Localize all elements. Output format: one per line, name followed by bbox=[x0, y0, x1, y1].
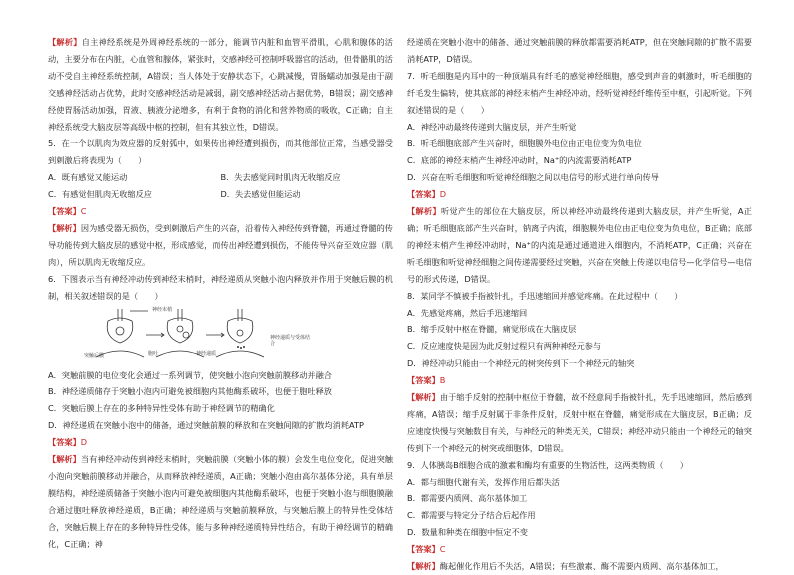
option-b: B．听毛细胞底部产生兴奋时，细胞膜外电位由正电位变为负电位 bbox=[407, 138, 642, 149]
answer-value: C bbox=[439, 544, 446, 555]
answer-value: D bbox=[80, 437, 88, 448]
analysis-tag: 【解析】 bbox=[48, 37, 82, 47]
option-b: B．都需要内质网、高尔基体加工 bbox=[407, 493, 528, 504]
analysis-continuation: 经递质在突触小泡中的储备、通过突触前膜的释放都需要消耗ATP，但在突触间隙的扩散不需要消耗ATP，D错误。 bbox=[407, 37, 752, 64]
option-a: A．既有感觉又能运动 bbox=[48, 172, 128, 183]
question-8-stem: 8．某同学不慎被手指被针扎，手迅速缩回并感觉疼痛。在此过程中（ ） bbox=[407, 290, 683, 301]
answer-value: D bbox=[439, 189, 447, 200]
option-c: C．底部的神经末梢产生神经冲动时，Na⁺的内流需要消耗ATP bbox=[407, 155, 632, 166]
option-d: D．数量和种类在细胞中恒定不变 bbox=[407, 527, 528, 538]
option-c: C．突触后膜上存在的多种特异性受体有助于神经调节的精确化 bbox=[48, 403, 275, 414]
option-a: A．都与细胞代谢有关，发挥作用后都失活 bbox=[407, 476, 560, 487]
option-a: A．神经冲动最终传递到大脑皮层，并产生听觉 bbox=[407, 121, 577, 132]
option-c: C．有感觉但肌肉无收缩反应 bbox=[48, 189, 152, 200]
option-d: D．兴奋在听毛细胞和听觉神经细胞之间以电信号的形式进行单向传导 bbox=[407, 172, 659, 183]
question-5-options-row-2 bbox=[48, 186, 393, 203]
question-6-stem: 6．下图表示当有神经冲动传到神经末梢时，神经递质从突触小泡内释放并作用于突触后膜的机制，相关叙述错误的是（ ） bbox=[48, 273, 393, 301]
answer-value: C bbox=[80, 206, 87, 217]
question-7-stem: 7．听毛细胞是内耳中的一种顶端具有纤毛的感觉神经细胞，感受到声音的刺激时，听毛细胞的纤毛发生偏转，使其底部的神经末梢产生神经冲动，经听觉神经纤维传至中枢，引起听觉。下列叙述错误的是（ ） bbox=[407, 70, 752, 115]
option-a: A．先感觉疼痛，然后手迅速缩回 bbox=[407, 307, 528, 318]
option-a: A．突触前膜的电位变化会通过一系列调节，使突触小泡向突触前膜移动并融合 bbox=[48, 369, 332, 380]
answer-line: 【答案】D bbox=[407, 189, 447, 200]
analysis-paragraph: 【解析】酶起催化作用后不失活，A错误；有些激素、酶不需要内质网、高尔基体加工， bbox=[407, 561, 724, 572]
right-column bbox=[407, 34, 752, 575]
option-c: C．都需要与特定分子结合后起作用 bbox=[407, 510, 536, 521]
label-exocytosis: 胞吐 bbox=[148, 350, 159, 357]
option-b: B．失去感觉同时肌肉无收缩反应 bbox=[220, 172, 341, 183]
label-nerve-ending: 神经末梢 bbox=[152, 306, 173, 313]
answer-line: 【答案】C bbox=[48, 206, 87, 217]
left-column bbox=[48, 34, 393, 552]
option-b: B．神经递质储存于突触小泡内可避免被细胞内其他酶系破坏，也便于胞吐释放 bbox=[48, 386, 332, 397]
question-5-options-row-1 bbox=[48, 169, 393, 186]
analysis-paragraph: 【解析】当有神经冲动传到神经末梢时，突触前膜（突触小体的膜）会发生电位变化，促进突触小泡向突触前膜移动并融合，从而释放神经递质，A正确；突触小泡由高尔基体分泌，具有单层膜结构，神经递质储备于突触小泡内可避免被细胞内其他酶系破坏，也便于突触小泡与细胞膜融合通过胞吐释放神经递质，B正确；神经递质与突触前膜释放，与突触后膜上的特异性受体结合，突触后膜上存在的多种特异性受体，能与多种神经递质特异性结合，有助于神经调节的精确化，C正确；神 bbox=[48, 454, 393, 549]
analysis-paragraph: 【解析】自主神经系统是外周神经系统的一部分，能调节内脏和血管平滑肌，心肌和腺体的活动，主要分布在内脏，心血管和腺体，紧张时，交感神经可控制呼吸器官的活动，但骨骼肌的活动不受自主神经系统控制，A错误；当人体处于安静状态下，心跳减慢，胃肠蠕动加强是由于副交感神经活动占优势，此时交感神经活动是减弱，副交感神经活动占据优势，B错误；副交感神经使胃肠活动加强，胃液、胰液分泌增多，有利于食物的消化和营养物质的吸收，C正确；自主神经系统受大脑皮层等高级中枢的控制，但有其独立性，D错误。 bbox=[48, 37, 393, 132]
label-neurotransmitter: 神经递质 bbox=[196, 350, 217, 357]
option-b: B．缩手反射中枢在脊髓，痛觉形成在大脑皮层 bbox=[407, 324, 577, 335]
analysis-paragraph: 【解析】听觉产生的部位在大脑皮层，所以神经冲动最终传递到大脑皮层，并产生听觉，A正确；听毛细胞底部产生兴奋时，钠离子内流，细胞膜外电位由正电位变为负电位，B正确；底部的神经末梢产生神经冲动时，Na⁺的内流是通过通道进入细胞内，不消耗ATP，C正确；兴奋在听毛细胞和听觉神经细胞之间传递需要经过突触，兴奋在突触上传递以电信号—化学信号—电信号的形式传递，D错误。 bbox=[407, 206, 752, 284]
label-receptor-binding: 神经递质与受体结合 bbox=[270, 334, 311, 347]
question-9-stem: 9．人体胰岛B细胞合成的激素和酶均有重要的生物活性，这两类物质（ ） bbox=[407, 459, 689, 470]
option-d: D．神经冲动只能由一个神经元的树突传到下一个神经元的轴突 bbox=[407, 358, 635, 369]
answer-line: 【答案】D bbox=[48, 437, 88, 448]
synapse-figure bbox=[48, 307, 393, 365]
analysis-paragraph: 【解析】因为感受器无损伤，受到刺激后产生的兴奋，沿着传入神经传到脊髓，再通过脊髓的传导功能传到大脑皮层的感觉中枢，形成感觉，而传出神经遭到损伤，不能传导兴奋至效应器（肌肉），所以肌肉无收缩反应。 bbox=[48, 222, 393, 267]
option-d: D．失去感觉但能运动 bbox=[220, 189, 301, 200]
answer-line: 【答案】C bbox=[407, 544, 446, 555]
question-5-stem: 5．在一个以肌肉为效应器的反射弧中，如果传出神经遭到损伤，而其他部位正常，当感受器受到刺激后将表现为（ ） bbox=[48, 138, 393, 166]
analysis-paragraph: 【解析】由于缩手反射的控制中枢位于脊髓，故不经意间手指被针扎，先手迅速缩回，然后感到疼痛，A错误；缩手反射属于非条件反射，反射中枢在脊髓，痛觉形成在大脑皮层，B正确；反应速度快慢与突触数目有关，与神经元的种类无关，C错误；神经冲动只能由一个神经元的轴突传到下一个神经元的树突或细胞体，D错误。 bbox=[407, 392, 752, 453]
option-d: D．神经递质在突触小泡中的储备，通过突触前膜的释放和在突触间隙的扩散均消耗ATP bbox=[48, 420, 364, 431]
answer-value: B bbox=[439, 375, 446, 386]
option-c: C．反应速度快是因为此反射过程只有两种神经元参与 bbox=[407, 341, 602, 352]
label-postsynaptic-membrane: 突触后膜 bbox=[84, 352, 105, 359]
answer-line: 【答案】B bbox=[407, 375, 446, 386]
